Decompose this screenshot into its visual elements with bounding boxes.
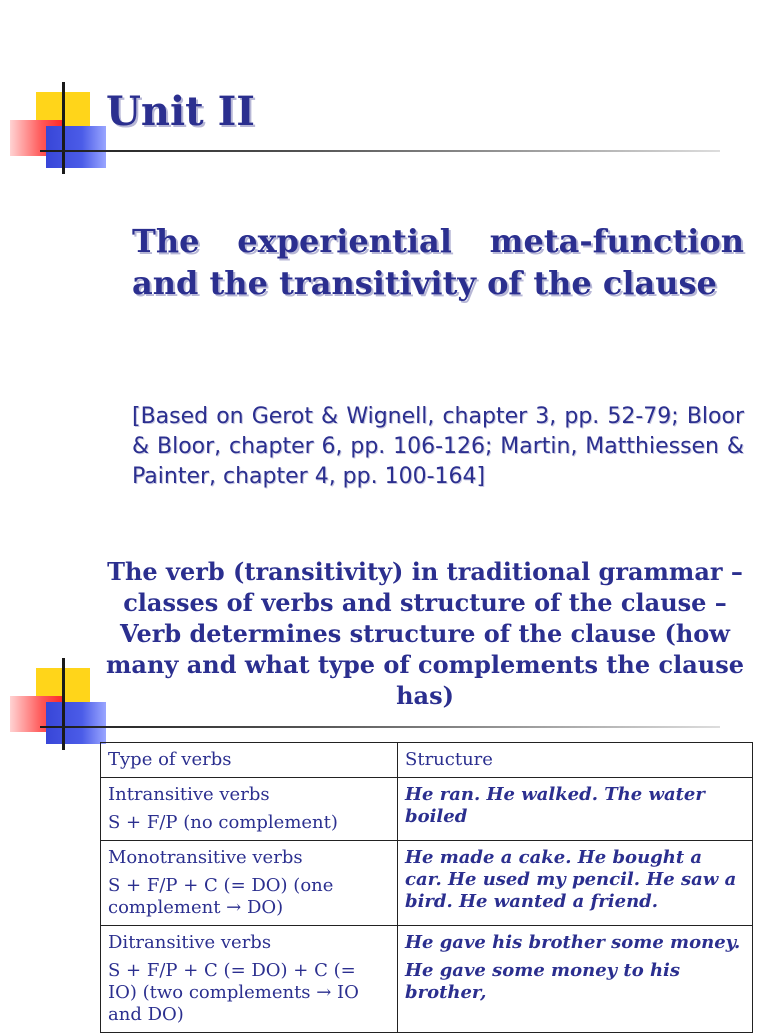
example-cell (398, 841, 753, 926)
table-header-type: Type of verbs (101, 743, 398, 778)
logo-blue-square (46, 702, 106, 744)
example-text: He ran. He walked. The water boiled (405, 784, 705, 827)
verb-structure-label: S + F/P (no complement) (108, 812, 338, 833)
verb-type-label: Ditransitive verbs (108, 932, 272, 953)
slide2-logo (0, 658, 110, 758)
table-header-structure: Structure (398, 743, 753, 778)
slide2-heading-text: The verb (transitivity) in traditional grammar – classes of verbs and structure of the clause – Verb determines structure of the clause (how many and what type of complements the clause has) (106, 557, 744, 710)
logo-vertical-line (62, 82, 65, 174)
verb-types-table (100, 742, 753, 1033)
slide-title: Unit II (106, 88, 255, 135)
table-row (101, 778, 753, 841)
example-cell (398, 778, 753, 841)
example-text: He gave some money to his brother, (405, 960, 681, 1003)
example-text: He made a cake. He bought a car. He used my pencil. He saw a bird. He wanted a friend. (405, 847, 737, 912)
table-row (101, 841, 753, 926)
heading-underline (40, 726, 720, 728)
slide-logo (0, 82, 110, 182)
logo-vertical-line (62, 658, 65, 750)
example-text: He gave his brother some money. (405, 932, 741, 953)
verb-structure-label: S + F/P + C (= DO) + C (= IO) (two complements → IO and DO) (108, 960, 359, 1025)
table-header-row (101, 743, 753, 778)
logo-blue-square (46, 126, 106, 168)
verb-type-cell (101, 841, 398, 926)
table-row (101, 926, 753, 1033)
example-cell (398, 926, 753, 1033)
verb-type-label: Monotransitive verbs (108, 847, 303, 868)
verb-type-cell (101, 778, 398, 841)
references-text: [Based on Gerot & Wignell, chapter 3, pp. 52-79; Bloor & Bloor, chapter 6, pp. 106-126; Martin, Matthiessen & Painter, chapter 4, pp. 100-164] (132, 404, 744, 489)
title-underline (40, 150, 720, 152)
verb-type-cell (101, 926, 398, 1033)
slide-subtitle: The experiential meta-function and the transitivity of the clause (132, 222, 744, 302)
verb-type-label: Intransitive verbs (108, 784, 270, 805)
slide2-heading (100, 557, 750, 716)
verb-structure-label: S + F/P + C (= DO) (one complement → DO) (108, 875, 334, 918)
